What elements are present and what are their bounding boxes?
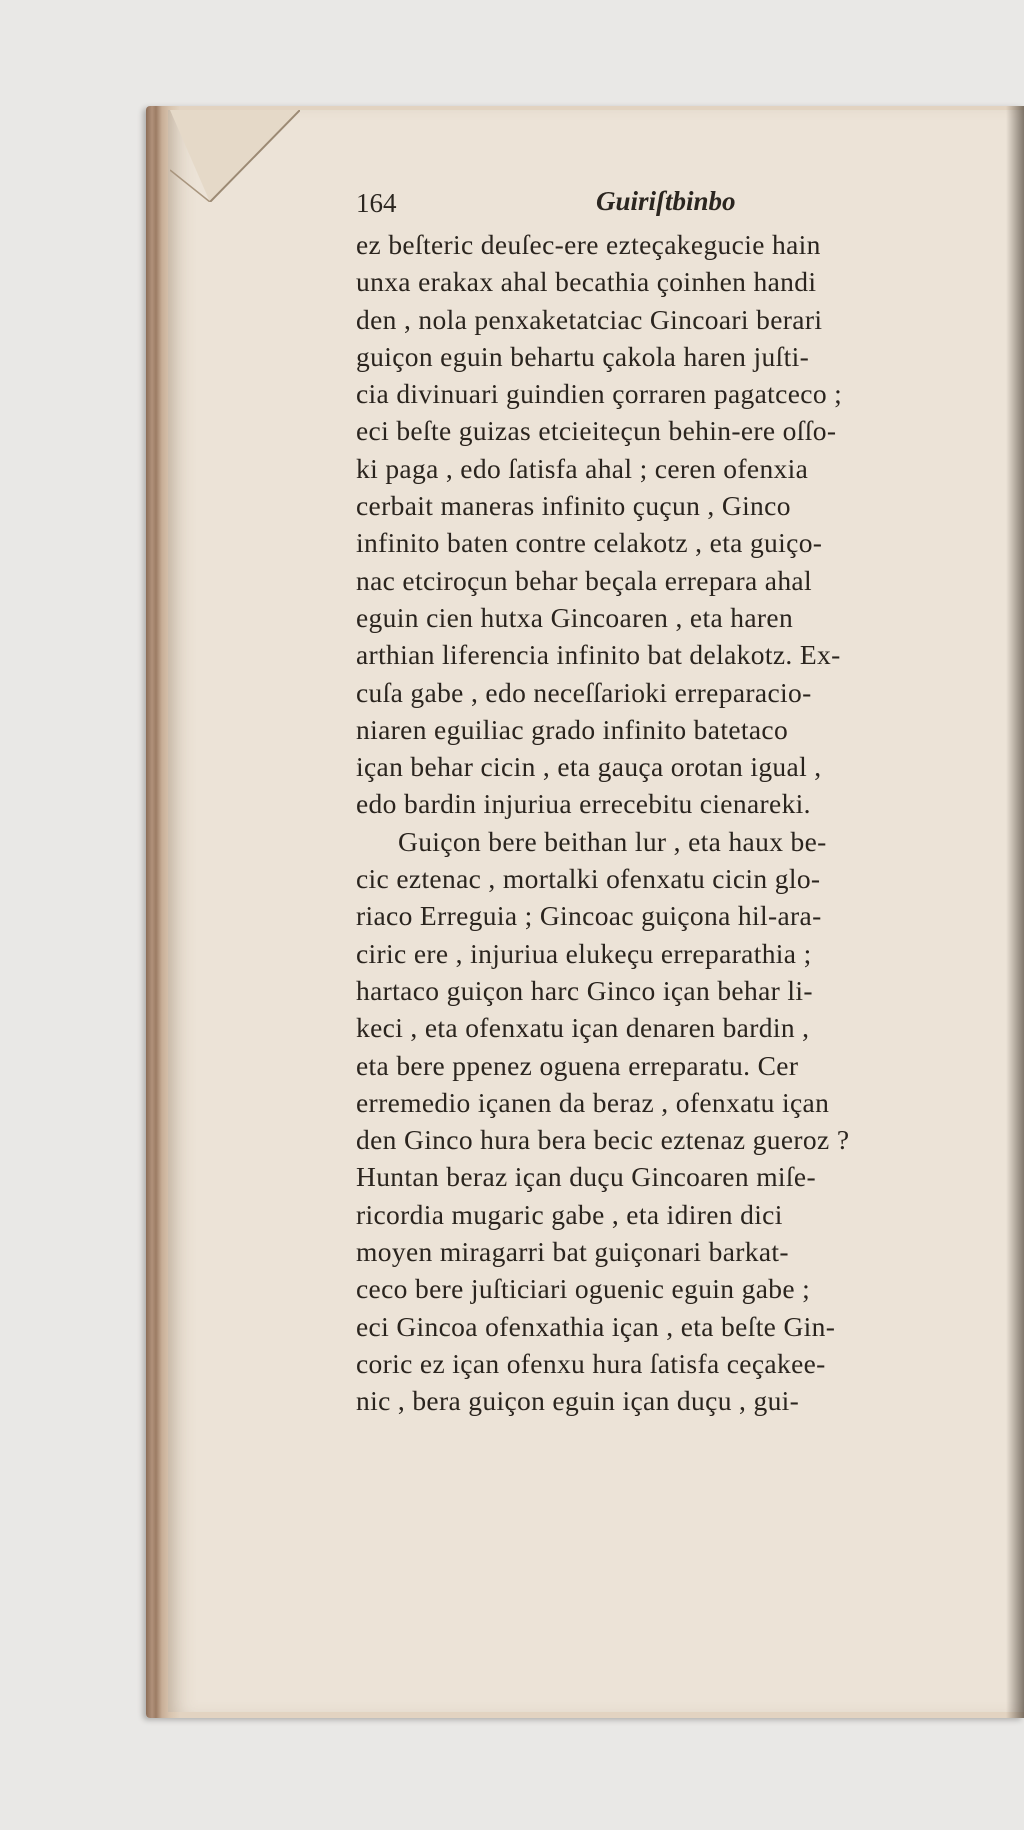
text-line: coric ez içan ofenxu hura ſatisfa ceçakee-: [356, 1347, 826, 1379]
running-head: Guiriſtbinbo: [596, 186, 736, 216]
text-line: ceco bere juſticiari oguenic eguin gabe ;: [356, 1273, 811, 1305]
text-line: ki paga , edo ſatisfa ahal ; ceren ofenxia: [356, 452, 809, 484]
page-number: 164: [356, 188, 397, 218]
text-line: içan behar cicin , eta gauça orotan igual ,: [356, 751, 822, 783]
text-line: unxa erakax ahal becathia çoinhen handi: [356, 266, 817, 298]
text-line: eta bere ppenez oguena erreparatu. Cer: [356, 1049, 799, 1081]
text-line: edo bardin injuriua errecebitu cienareki.: [356, 788, 811, 820]
text-line: eci Gincoa ofenxathia içan , eta beſte Gin-: [356, 1310, 836, 1342]
text-line: erremedio içanen da beraz , ofenxatu içan: [356, 1086, 830, 1118]
body-text: [356, 226, 1016, 1420]
text-line: Guiçon bere beithan lur , eta haux be-: [398, 825, 827, 857]
text-line: infinito baten contre celakotz , eta guiço-: [356, 527, 823, 559]
text-line: cuſa gabe , edo neceſſarioki erreparacio-: [356, 676, 812, 708]
text-line: nac etciroçun behar beçala errepara ahal: [356, 564, 812, 596]
text-line: moyen miragarri bat guiçonari barkat-: [356, 1236, 789, 1268]
text-line: keci , eta ofenxatu içan denaren bardin ,: [356, 1012, 810, 1044]
page-header: [356, 188, 1016, 230]
text-line: nic , bera guiçon eguin içan duçu , gui-: [356, 1385, 800, 1417]
text-line: cerbait maneras infinito çuçun , Ginco: [356, 490, 791, 522]
text-line: arthian liferencia infinito bat delakotz. Ex-: [356, 639, 841, 671]
folded-corner: [170, 110, 300, 202]
text-line: cic eztenac , mortalki ofenxatu cicin glo-: [356, 863, 821, 895]
text-line: ciric ere , injuriua elukeçu erreparathia ;: [356, 937, 812, 969]
text-line: hartaco guiçon harc Ginco içan behar li-: [356, 974, 813, 1006]
text-line: eci beſte guizas etcieiteçun behin-ere oſſo-: [356, 415, 837, 447]
text-line: ricordia mugaric gabe , eta idiren dici: [356, 1198, 783, 1230]
text-line: Huntan beraz içan duçu Gincoaren miſe-: [356, 1161, 816, 1193]
text-line: guiçon eguin behartu çakola haren juſti-: [356, 340, 810, 372]
text-line: ez beſteric deuſec-ere ezteçakegucie hain: [356, 229, 821, 260]
text-line: eguin cien hutxa Gincoaren , eta haren: [356, 601, 794, 633]
text-line: niaren eguiliac grado infinito batetaco: [356, 713, 789, 745]
text-line: den Ginco hura bera becic eztenaz gueroz ?: [356, 1124, 850, 1156]
text-line: riaco Erreguia ; Gincoac guiçona hil-ara-: [356, 900, 822, 932]
text-line: den , nola penxaketatciac Gincoari berari: [356, 303, 823, 335]
text-line: cia divinuari guindien çorraren pagatceco ;: [356, 378, 843, 410]
